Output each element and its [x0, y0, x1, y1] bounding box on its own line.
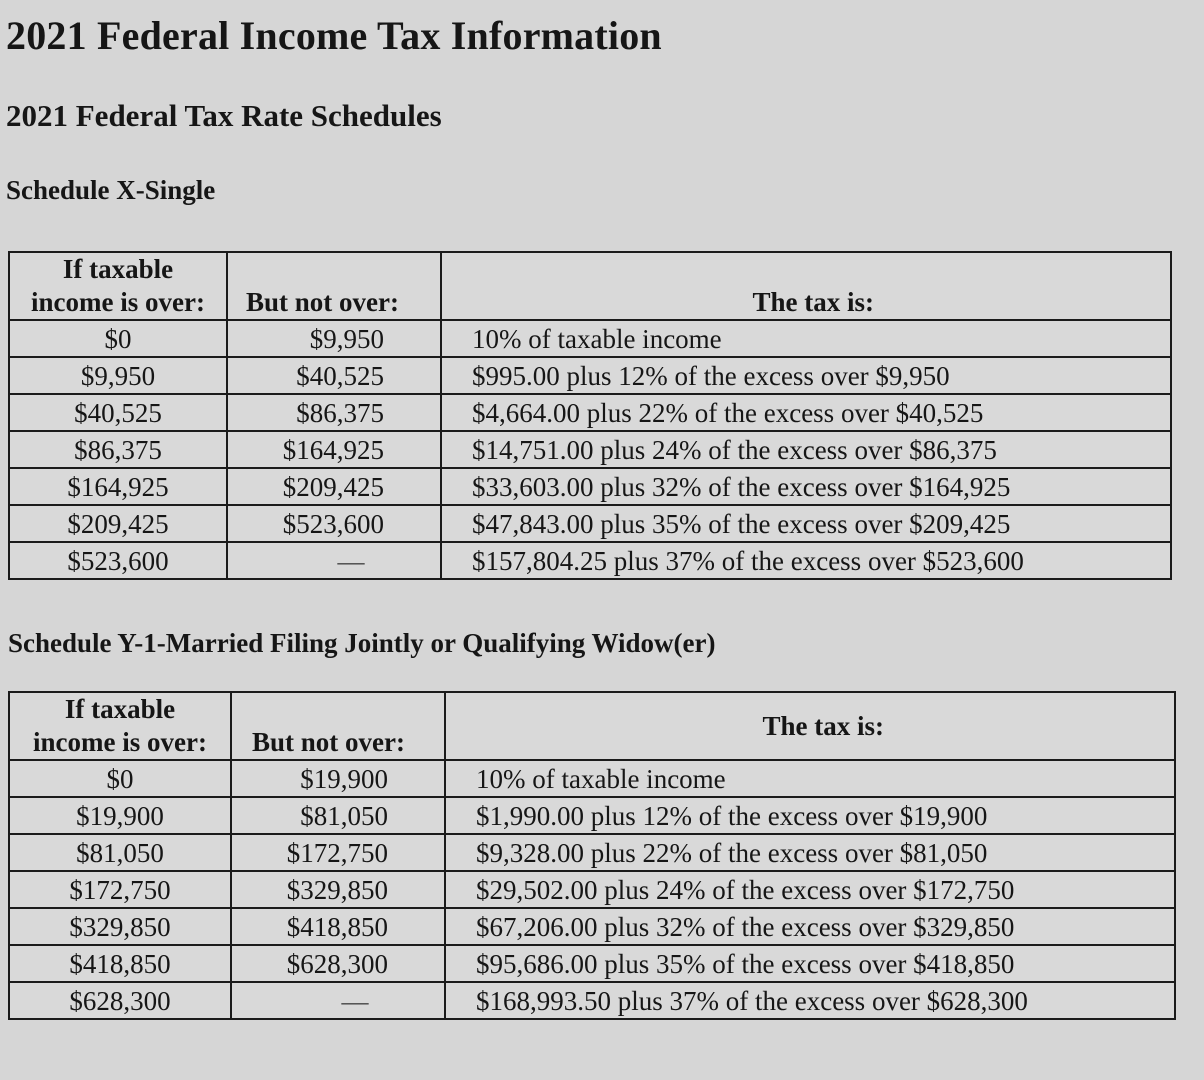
cell-tax: $95,686.00 plus 35% of the excess over $418,850 [445, 945, 1175, 982]
cell-not-over: $172,750 [231, 834, 445, 871]
page-subtitle: 2021 Federal Tax Rate Schedules [6, 98, 442, 133]
table-row [9, 760, 1175, 797]
cell-not-over: $81,050 [231, 797, 445, 834]
cell-not-over: — [231, 982, 445, 1019]
header-income-over-line1: If taxable [62, 254, 174, 284]
schedule-y1-heading: Schedule Y-1-Married Filing Jointly or Qualifying Widow(er) [8, 628, 716, 658]
table-row [9, 834, 1175, 871]
table-row [9, 797, 1175, 834]
cell-over: $523,600 [9, 542, 227, 579]
cell-tax: $9,328.00 plus 22% of the excess over $81,050 [445, 834, 1175, 871]
cell-over: $172,750 [9, 871, 231, 908]
cell-over: $0 [9, 320, 227, 357]
table-row [9, 357, 1171, 394]
table-row [9, 431, 1171, 468]
cell-over: $0 [9, 760, 231, 797]
cell-over: $86,375 [9, 431, 227, 468]
cell-over: $40,525 [9, 394, 227, 431]
schedule-x-heading: Schedule X-Single [6, 175, 216, 205]
header-income-over-line1: If taxable [64, 694, 176, 724]
cell-not-over: $86,375 [227, 394, 441, 431]
cell-tax: $1,990.00 plus 12% of the excess over $19,900 [445, 797, 1175, 834]
cell-not-over: $40,525 [227, 357, 441, 394]
table-row [9, 320, 1171, 357]
cell-tax: 10% of taxable income [441, 320, 1171, 357]
table-header-row [9, 252, 1171, 320]
cell-tax: $33,603.00 plus 32% of the excess over $164,925 [441, 468, 1171, 505]
cell-not-over: $418,850 [231, 908, 445, 945]
cell-over: $418,850 [9, 945, 231, 982]
cell-not-over: $209,425 [227, 468, 441, 505]
cell-over: $9,950 [9, 357, 227, 394]
cell-tax: $4,664.00 plus 22% of the excess over $40,525 [441, 394, 1171, 431]
table-row [9, 945, 1175, 982]
cell-not-over: — [227, 542, 441, 579]
cell-tax: $67,206.00 plus 32% of the excess over $329,850 [445, 908, 1175, 945]
table-row [9, 871, 1175, 908]
cell-not-over: $19,900 [231, 760, 445, 797]
cell-tax: $47,843.00 plus 35% of the excess over $209,425 [441, 505, 1171, 542]
header-income-over [9, 692, 231, 760]
table-row [9, 982, 1175, 1019]
header-income-over-line2: income is over: [31, 287, 205, 317]
table-header-row [9, 692, 1175, 760]
header-income-over [9, 252, 227, 320]
header-income-over-line2: income is over: [33, 727, 207, 757]
cell-tax: $995.00 plus 12% of the excess over $9,950 [441, 357, 1171, 394]
schedule-y1-table [8, 691, 1176, 1020]
schedule-x-table [8, 251, 1172, 580]
cell-not-over: $9,950 [227, 320, 441, 357]
cell-not-over: $164,925 [227, 431, 441, 468]
table-row [9, 908, 1175, 945]
cell-over: $81,050 [9, 834, 231, 871]
table-row [9, 394, 1171, 431]
table-row [9, 468, 1171, 505]
cell-tax: $29,502.00 plus 24% of the excess over $172,750 [445, 871, 1175, 908]
cell-tax: $157,804.25 plus 37% of the excess over $523,600 [441, 542, 1171, 579]
cell-tax: $168,993.50 plus 37% of the excess over $628,300 [445, 982, 1175, 1019]
cell-over: $628,300 [9, 982, 231, 1019]
cell-over: $164,925 [9, 468, 227, 505]
header-not-over: But not over: [227, 252, 441, 320]
cell-tax: 10% of taxable income [445, 760, 1175, 797]
cell-over: $329,850 [9, 908, 231, 945]
cell-over: $19,900 [9, 797, 231, 834]
cell-not-over: $628,300 [231, 945, 445, 982]
header-tax: The tax is: [445, 692, 1175, 760]
header-not-over: But not over: [231, 692, 445, 760]
page-title: 2021 Federal Income Tax Information [6, 13, 662, 58]
table-row [9, 505, 1171, 542]
table-row [9, 542, 1171, 579]
cell-over: $209,425 [9, 505, 227, 542]
cell-not-over: $329,850 [231, 871, 445, 908]
header-tax: The tax is: [441, 252, 1171, 320]
cell-tax: $14,751.00 plus 24% of the excess over $86,375 [441, 431, 1171, 468]
cell-not-over: $523,600 [227, 505, 441, 542]
